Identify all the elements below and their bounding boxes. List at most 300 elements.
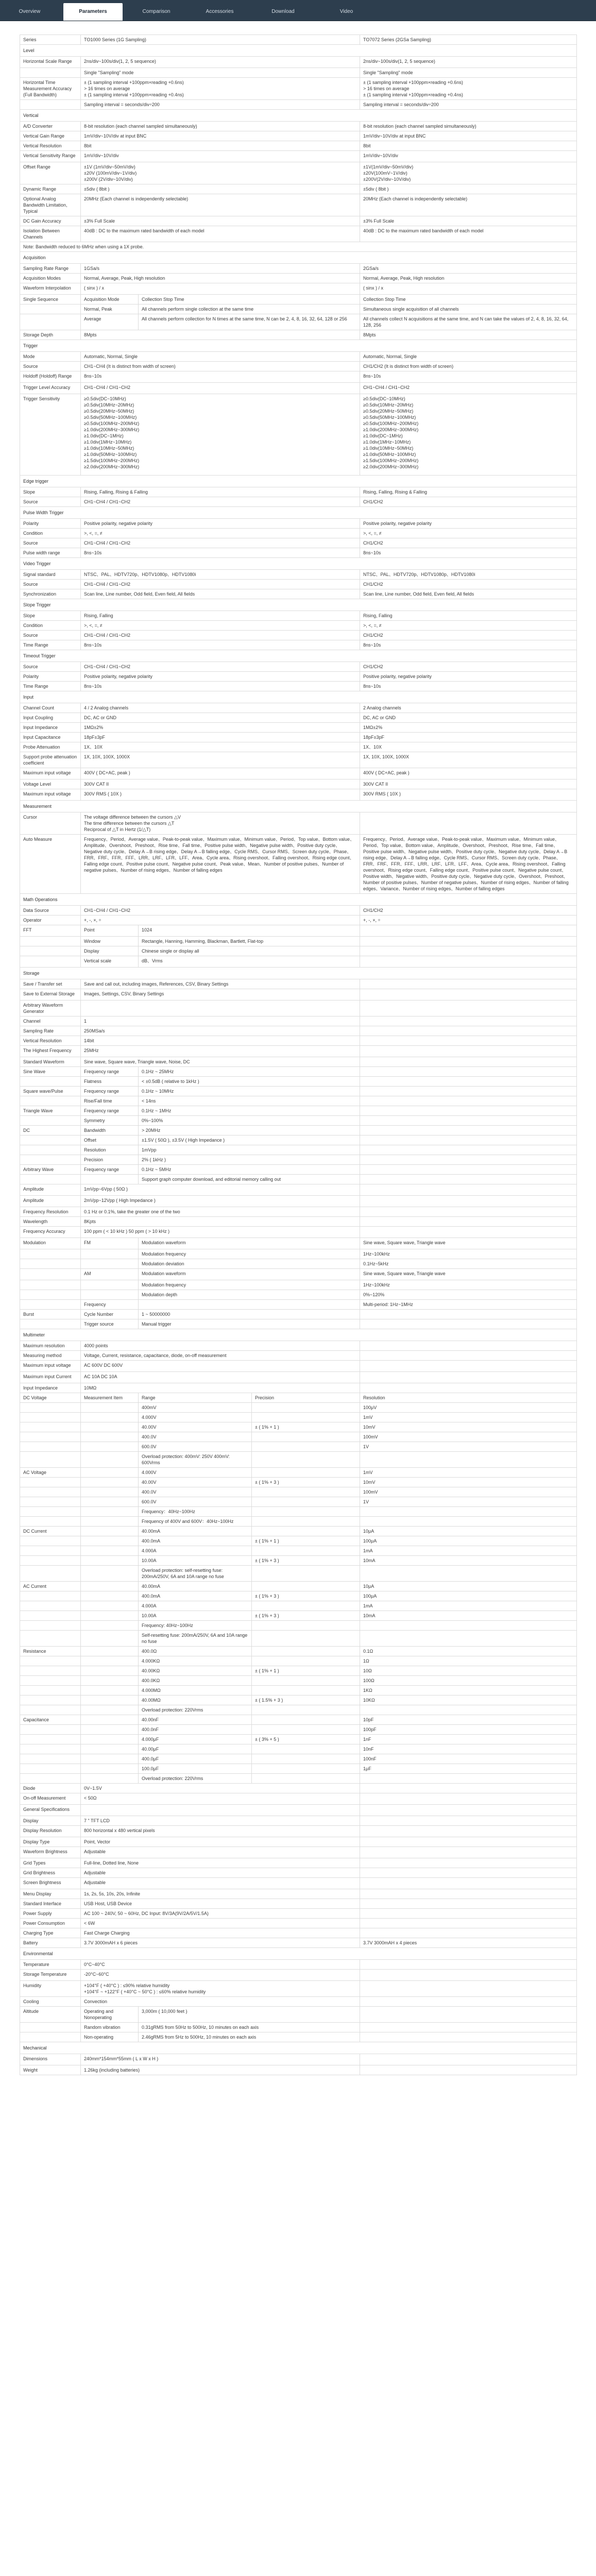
table-row <box>20 1372 577 1383</box>
spec-value-b <box>360 1805 577 1816</box>
spec-label: Humidity <box>20 1981 81 1997</box>
spec-range: 4.000KΩ <box>139 1656 252 1666</box>
table-row <box>20 1517 577 1527</box>
tab-video[interactable]: Video <box>339 9 353 14</box>
table-row <box>20 1878 577 1889</box>
spec-resolution: 1Ω <box>360 1656 577 1666</box>
table-row <box>20 1938 577 1948</box>
spec-sublabel: Operating and Nonoperating <box>81 2007 139 2023</box>
spec-value-a: Chinese single or display all <box>139 946 360 956</box>
section-row <box>20 691 577 703</box>
section-row <box>20 45 577 57</box>
spec-value-b <box>360 1341 577 1351</box>
spec-value-b <box>360 2032 577 2042</box>
spec-value-a: Fast Charge Charging <box>81 1928 360 1938</box>
spec-sublabel <box>81 1556 139 1566</box>
table-row <box>20 1566 577 1582</box>
spec-value-b: 300V RMS ( 10X ) <box>360 789 577 801</box>
table-row <box>20 35 577 45</box>
section-heading: Acquisition <box>20 252 577 264</box>
table-row <box>20 264 577 274</box>
spec-sublabel <box>81 1175 139 1184</box>
section-heading: Slope Trigger <box>20 599 577 611</box>
table-row <box>20 1116 577 1126</box>
table-row <box>20 1351 577 1361</box>
spec-value-b <box>360 1909 577 1919</box>
table-row <box>20 1126 577 1136</box>
table-row <box>20 352 577 362</box>
spec-value-a: 1.26kg (including batteries) <box>81 2065 360 2075</box>
spec-value-a: 2% ( 1kHz ) <box>139 1155 360 1165</box>
table-row <box>20 1960 577 1970</box>
table-row <box>20 304 577 314</box>
spec-sublabel: Non-operating <box>81 2032 139 2042</box>
table-row <box>20 1269 577 1280</box>
table-row <box>20 1341 577 1351</box>
spec-value-b <box>360 1126 577 1136</box>
spec-label <box>20 1556 81 1566</box>
spec-label: Auto Measure <box>20 835 81 894</box>
spec-sublabel: Acquisition Mode <box>81 295 139 304</box>
spec-label <box>20 1725 81 1735</box>
table-row <box>20 2032 577 2042</box>
spec-value-a: Positive polarity, negative polarity <box>81 519 360 529</box>
spec-value-b <box>360 1858 577 1868</box>
spec-sublabel <box>81 1566 139 1582</box>
tab-download[interactable]: Download <box>271 9 295 14</box>
spec-label <box>20 1249 81 1259</box>
spec-sublabel <box>81 1774 139 1784</box>
spec-value-a: 100 ppm ( < 10 kHz ) 50 ppm ( > 10 kHz ) <box>81 1227 360 1238</box>
spec-sublabel <box>81 1715 139 1725</box>
spec-resolution <box>360 1452 577 1468</box>
spec-label: Source <box>20 662 81 672</box>
spec-value-a: 1mVpp <box>139 1145 360 1155</box>
table-row <box>20 752 577 768</box>
table-note: Note: Bandwidth reduced to 6MHz when using a 1X probe. <box>20 242 577 252</box>
spec-value-b: Rising, Falling <box>360 611 577 621</box>
spec-label: Dynamic Range <box>20 184 81 194</box>
table-row <box>20 371 577 383</box>
spec-value-a: 0.1Hz ~ 1MHz <box>139 1106 360 1116</box>
spec-label: Vertical Sensitivity Range <box>20 151 81 162</box>
spec-precision <box>252 1546 360 1556</box>
spec-label: Weight <box>20 2065 81 2075</box>
spec-value-a: 1s, 2s, 5s, 10s, 20s, Infinite <box>81 1889 360 1899</box>
spec-range: 40.00MΩ <box>139 1696 252 1705</box>
section-row <box>20 252 577 264</box>
spec-label: Mode <box>20 352 81 362</box>
spec-value-b: 40dB : DC to the maximum rated bandwidth of each model <box>360 226 577 242</box>
spec-label <box>20 1621 81 1631</box>
spec-resolution: 100mV <box>360 1487 577 1497</box>
spec-value-a: CH1~CH4 / CH1~CH2 <box>81 497 360 507</box>
table-row <box>20 1919 577 1928</box>
spec-precision: ± ( 1.5% + 3 ) <box>252 1696 360 1705</box>
spec-value-a: Adjustable <box>81 1847 360 1858</box>
spec-label: Maximum input Current <box>20 1372 81 1383</box>
spec-label: Burst <box>20 1310 81 1319</box>
spec-resolution: 1mV <box>360 1413 577 1422</box>
spec-value-a: The voltage difference between the cursors △V The time difference between the cursors △T Reciprocal of △T in Hertz (1/△T) <box>81 812 360 835</box>
spec-precision <box>252 1487 360 1497</box>
spec-value-a: 8ns~10s <box>81 682 360 691</box>
spec-value-b <box>360 1960 577 1970</box>
spec-label: Maximum resolution <box>20 1341 81 1351</box>
table-row <box>20 1393 577 1403</box>
table-row <box>20 1837 577 1847</box>
spec-sublabel: Normal, Peak <box>81 304 139 314</box>
spec-label: Battery <box>20 1938 81 1948</box>
spec-label: Storage Depth <box>20 330 81 340</box>
table-row <box>20 1858 577 1868</box>
spec-value-a: AC 100 ~ 240V, 50 ~ 60Hz, DC Input: 8V/3A(9V/2A/5V/1.5A) <box>81 1909 360 1919</box>
spec-value-b: 8ns~10s <box>360 548 577 558</box>
spec-value-a: Convection <box>81 1997 360 2007</box>
table-row <box>20 2007 577 2023</box>
tab-bar <box>0 0 596 21</box>
spec-value-b <box>360 1227 577 1238</box>
spec-value-a: 8ns~10s <box>81 548 360 558</box>
spec-label: Slope <box>20 611 81 621</box>
spec-precision <box>252 1705 360 1715</box>
spec-sublabel <box>81 1601 139 1611</box>
spec-value-b: 8ns~10s <box>360 371 577 383</box>
spec-sublabel <box>81 1507 139 1517</box>
spec-value-b: 2GSa/s <box>360 264 577 274</box>
spec-resolution: 10nF <box>360 1744 577 1754</box>
spec-sublabel: Precision <box>81 1155 139 1165</box>
spec-label <box>20 1413 81 1422</box>
spec-precision <box>252 1566 360 1582</box>
spec-value-b: ±3% Full Scale <box>360 216 577 226</box>
spec-value-b: CH1~CH4 / CH1~CH2 <box>360 383 577 394</box>
spec-label: Support probe attenuation coefficient <box>20 752 81 768</box>
spec-label: Cursor <box>20 812 81 835</box>
spec-value-b <box>360 1057 577 1067</box>
spec-precision <box>252 1631 360 1647</box>
spec-value-a: CH1~CH4 / CH1~CH2 <box>81 631 360 640</box>
spec-value-a: 0.31gRMS from 50Hz to 500Hz, 10 minutes on each axis <box>139 2023 360 2032</box>
section-row <box>20 650 577 662</box>
spec-sublabel <box>81 1705 139 1715</box>
spec-sublabel: Frequency <box>81 1300 139 1310</box>
table-row <box>20 1413 577 1422</box>
spec-label <box>20 1601 81 1611</box>
spec-sublabel: Frequency range <box>81 1067 139 1077</box>
spec-label: Sampling Rate Range <box>20 264 81 274</box>
spec-resolution: 1V <box>360 1442 577 1452</box>
spec-value-b: Positive polarity, negative polarity <box>360 672 577 682</box>
spec-value-a: 1X、10X <box>81 742 360 752</box>
table-row <box>20 682 577 691</box>
table-row <box>20 497 577 507</box>
spec-value-b: NTSC、PAL、HDTV720p、HDTV1080p、HDTV1080i <box>360 570 577 580</box>
table-row <box>20 1249 577 1259</box>
table-row <box>20 1784 577 1793</box>
spec-resolution: 1mA <box>360 1546 577 1556</box>
section-heading: Pulse Width Trigger <box>20 507 577 519</box>
table-row <box>20 937 577 946</box>
spec-label <box>20 1705 81 1715</box>
table-row <box>20 1826 577 1837</box>
spec-value-b <box>360 1997 577 2007</box>
spec-label: Temperature <box>20 1960 81 1970</box>
spec-label: Charging Type <box>20 1928 81 1938</box>
spec-range: Overload protection: self-resetting fuse: 200mA/250V, 6A and 10A range no fuse <box>139 1566 252 1582</box>
spec-value-a: 14bit <box>81 1036 360 1046</box>
spec-label: Input Coupling <box>20 713 81 723</box>
spec-label: Vertical Resolution <box>20 141 81 151</box>
spec-resolution: Resolution <box>360 1393 577 1403</box>
section-heading: Environmental <box>20 1948 577 1960</box>
table-row <box>20 1452 577 1468</box>
spec-sublabel: Symmetry <box>81 1116 139 1126</box>
spec-value-b <box>360 1046 577 1057</box>
spec-value-a: 2.46gRMS from 5Hz to 500Hz, 10 minutes on each axis <box>139 2032 360 2042</box>
spec-resolution: 100μA <box>360 1536 577 1546</box>
spec-sublabel <box>81 1517 139 1527</box>
spec-range: 40.00V <box>139 1422 252 1432</box>
spec-value-b <box>360 2007 577 2023</box>
spec-sublabel <box>81 1478 139 1487</box>
table-row <box>20 1155 577 1165</box>
table-row <box>20 226 577 242</box>
spec-value-b: 8ns~10s <box>360 640 577 650</box>
spec-label: Condition <box>20 621 81 631</box>
spec-range: 100.0μF <box>139 1764 252 1774</box>
spec-value-a: 300V RMS ( 10X ) <box>81 789 360 801</box>
spec-value-b: Frequency、Period、Average value、Peak-to-peak value、Maximum value、Minimum value、Period、Top value、Bottom value、Amplitude、Overshoot、Preshoot、Rise time、Fall time、Positive pulse width、Negative pulse width、Positive duty cycle、Negative duty cycle、Delay A→B rising edge、Delay A→B falling edge、Cycle RMS、Cursor RMS、Screen duty cycle、Phase、FRR、FRF、FFR、FFF、LRR、LRF、LFR、LFF、Area、Cycle area、Rising overshoot、Falling overshoot、Rising edge count、Falling edge count、Positive pulse count、Negative pulse count、Positive width、Negative width、Positive duty cycle、Negative duty cycle、Overshoot、Preshoot、Number of positive pulses、Number of negative pulses、Number of rising edges、Number of falling edges、Variance、Number of rising edges、Number of falling edges <box>360 835 577 894</box>
spec-label: Save to External Storage <box>20 989 81 1001</box>
spec-value-b <box>360 2054 577 2065</box>
spec-value-b: 2ns/div~100s/div(1, 2, 5 sequence) <box>360 57 577 68</box>
spec-label <box>20 304 81 314</box>
spec-resolution <box>360 1631 577 1647</box>
section-heading: Input <box>20 691 577 703</box>
table-row <box>20 1016 577 1026</box>
spec-value-b: 20MHz (Each channel is independently selectable) <box>360 194 577 216</box>
spec-value-b: 1X, 10X, 100X, 1000X <box>360 752 577 768</box>
table-row <box>20 1507 577 1517</box>
note-row <box>20 242 577 252</box>
spec-precision <box>252 1442 360 1452</box>
table-row <box>20 640 577 650</box>
spec-value-b <box>360 1383 577 1393</box>
spec-value-b: TO7072 Series (2GSa Sampling) <box>360 35 577 45</box>
spec-sublabel <box>81 1403 139 1413</box>
spec-label <box>20 1744 81 1754</box>
table-row <box>20 1067 577 1077</box>
spec-label: Screen Brightness <box>20 1878 81 1889</box>
spec-sublabel: Resolution <box>81 1145 139 1155</box>
spec-value-b: 8-bit resolution (each channel sampled simultaneously) <box>360 122 577 131</box>
spec-label: Cooling <box>20 1997 81 2007</box>
table-row <box>20 1899 577 1909</box>
spec-range: 400.0KΩ <box>139 1676 252 1686</box>
table-row <box>20 330 577 340</box>
spec-label <box>20 1696 81 1705</box>
spec-value-a: Modulation waveform <box>139 1269 360 1280</box>
table-row <box>20 1478 577 1487</box>
spec-sublabel <box>81 1764 139 1774</box>
table-row <box>20 733 577 742</box>
table-row <box>20 1136 577 1145</box>
spec-value-b <box>360 1087 577 1096</box>
table-row <box>20 122 577 131</box>
spec-value-b <box>360 1826 577 1837</box>
spec-value-a: >, <, =, ≠ <box>81 621 360 631</box>
tab-overview[interactable]: Overview <box>19 9 41 14</box>
spec-sublabel <box>81 1754 139 1764</box>
spec-label <box>20 1735 81 1744</box>
spec-sublabel <box>81 1536 139 1546</box>
spec-value-a: AC 600V DC 600V <box>81 1361 360 1372</box>
spec-value-b: 0.1Hz~5kHz <box>360 1259 577 1269</box>
spec-value-b <box>360 1026 577 1036</box>
table-row <box>20 1696 577 1705</box>
spec-precision <box>252 1764 360 1774</box>
spec-value-a: Images, Settings, CSV, Binary Settings <box>81 989 360 1001</box>
table-row <box>20 1106 577 1116</box>
spec-value-b: Sampling interval = seconds/div÷200 <box>360 100 577 110</box>
spec-sublabel <box>81 1611 139 1621</box>
table-row <box>20 100 577 110</box>
spec-sublabel: Frequency range <box>81 1087 139 1096</box>
spec-value-a: Sine wave, Square wave, Triangle wave, Noise, DC <box>81 1057 360 1067</box>
spec-value-a: 8Mpts <box>81 330 360 340</box>
spec-range: 400.0Ω <box>139 1647 252 1656</box>
spec-resolution: 100nF <box>360 1754 577 1764</box>
spec-label: Source <box>20 497 81 507</box>
spec-label <box>20 1487 81 1497</box>
spec-label <box>20 1300 81 1310</box>
table-row <box>20 835 577 894</box>
table-row <box>20 723 577 733</box>
spec-sublabel: FM <box>81 1238 139 1249</box>
spec-sublabel: Flatness <box>81 1077 139 1087</box>
table-row <box>20 57 577 68</box>
spec-value-b: 1MΩ±2% <box>360 723 577 733</box>
spec-value-a: dB、Vrms <box>139 956 360 968</box>
section-row <box>20 801 577 812</box>
table-row <box>20 1432 577 1442</box>
spec-label: Input Capacitance <box>20 733 81 742</box>
spec-value-a: 2mVpp~12Vpp ( High Impedance ) <box>81 1196 360 1207</box>
spec-value-a: Sampling interval = seconds/div÷200 <box>81 100 360 110</box>
spec-label: DC Current <box>20 1527 81 1536</box>
spec-value-b: >, <, =, ≠ <box>360 529 577 538</box>
spec-value-a: DC, AC or GND <box>81 713 360 723</box>
spec-value-b: 0%~120% <box>360 1290 577 1300</box>
spec-value-a: 0%~100% <box>139 1116 360 1126</box>
spec-label <box>20 1536 81 1546</box>
spec-label: On-off Measurement <box>20 1793 81 1805</box>
spec-value-a: < 14ns <box>139 1096 360 1106</box>
spec-sublabel <box>81 1676 139 1686</box>
table-row <box>20 1847 577 1858</box>
spec-label <box>20 1478 81 1487</box>
tab-comparison[interactable]: Comparison <box>142 9 171 14</box>
table-row <box>20 1046 577 1057</box>
spec-label: Offset Range <box>20 162 81 184</box>
spec-value-a: Adjustable <box>81 1878 360 1889</box>
spec-precision <box>252 1497 360 1507</box>
spec-resolution: 100Ω <box>360 1676 577 1686</box>
section-row <box>20 340 577 352</box>
spec-value-a: Normal, Average, Peak, High resolution <box>81 274 360 283</box>
spec-value-b: Collection Stop Time <box>360 295 577 304</box>
spec-label <box>20 1116 81 1126</box>
spec-value-b <box>360 1155 577 1165</box>
spec-value-a: +104°F ( +40°C ) : ≤90% relative humidity +104°F ~ +122°F ( +40°C ~ 50°C ) : ≤60% relative humidity <box>81 1981 360 1997</box>
tab-parameters[interactable]: Parameters <box>63 3 123 21</box>
spec-sublabel: Frequency range <box>81 1165 139 1175</box>
table-row <box>20 1087 577 1096</box>
table-row <box>20 1764 577 1774</box>
spec-resolution <box>360 1705 577 1715</box>
spec-value-a: 4000 points <box>81 1341 360 1351</box>
spec-range: 600.0V <box>139 1497 252 1507</box>
spec-value-b <box>360 1981 577 1997</box>
spec-label: Input Impedance <box>20 1383 81 1393</box>
spec-value-b: Sine wave, Square wave, Triangle wave <box>360 1238 577 1249</box>
spec-precision: ± ( 1% + 3 ) <box>252 1611 360 1621</box>
spec-label <box>20 1774 81 1784</box>
spec-precision <box>252 1774 360 1784</box>
spec-label: Maximum input voltage <box>20 789 81 801</box>
spec-range: Frequency：40Hz~100Hz <box>139 1507 252 1517</box>
spec-label <box>20 1764 81 1774</box>
spec-label: Standard Interface <box>20 1899 81 1909</box>
spec-label: Diode <box>20 1784 81 1793</box>
table-row <box>20 1184 577 1196</box>
spec-value-a: 3.7V 3000mAH x 6 pieces <box>81 1938 360 1948</box>
spec-value-a <box>81 1805 360 1816</box>
spec-value-b: CH1/CH2 <box>360 631 577 640</box>
spec-sublabel <box>81 1432 139 1442</box>
table-row <box>20 1735 577 1744</box>
spec-range: 600.0V <box>139 1442 252 1452</box>
spec-value-b <box>360 2023 577 2032</box>
tab-accessories[interactable]: Accessories <box>206 9 234 14</box>
spec-value-a: ±3% Full Scale <box>81 216 360 226</box>
table-row <box>20 1442 577 1452</box>
spec-sublabel <box>81 1259 139 1269</box>
table-row <box>20 1527 577 1536</box>
spec-precision <box>252 1507 360 1517</box>
table-row <box>20 1536 577 1546</box>
spec-label: Frequency Resolution <box>20 1207 81 1217</box>
spec-resolution: 1V <box>360 1497 577 1507</box>
spec-label <box>20 1145 81 1155</box>
section-heading: Math Operations <box>20 894 577 906</box>
spec-range: 400.0μF <box>139 1754 252 1764</box>
spec-value-a: All channels perform single collection at the same time <box>139 304 360 314</box>
spec-label: The Highest Frequency <box>20 1046 81 1057</box>
spec-value-a: 0.1Hz ~ 10MHz <box>139 1087 360 1096</box>
spec-sublabel <box>81 1290 139 1300</box>
spec-sublabel: Random vibration <box>81 2023 139 2032</box>
spec-value-b: 400V ( DC+AC, peak ) <box>360 768 577 779</box>
spec-sublabel <box>81 1686 139 1696</box>
spec-sublabel: Window <box>81 937 139 946</box>
spec-sublabel <box>81 1591 139 1601</box>
spec-value-a: Point, Vector <box>81 1837 360 1847</box>
spec-label: Operator <box>20 916 81 925</box>
spec-precision <box>252 1676 360 1686</box>
spec-value-a: 0V~1.5V <box>81 1784 360 1793</box>
